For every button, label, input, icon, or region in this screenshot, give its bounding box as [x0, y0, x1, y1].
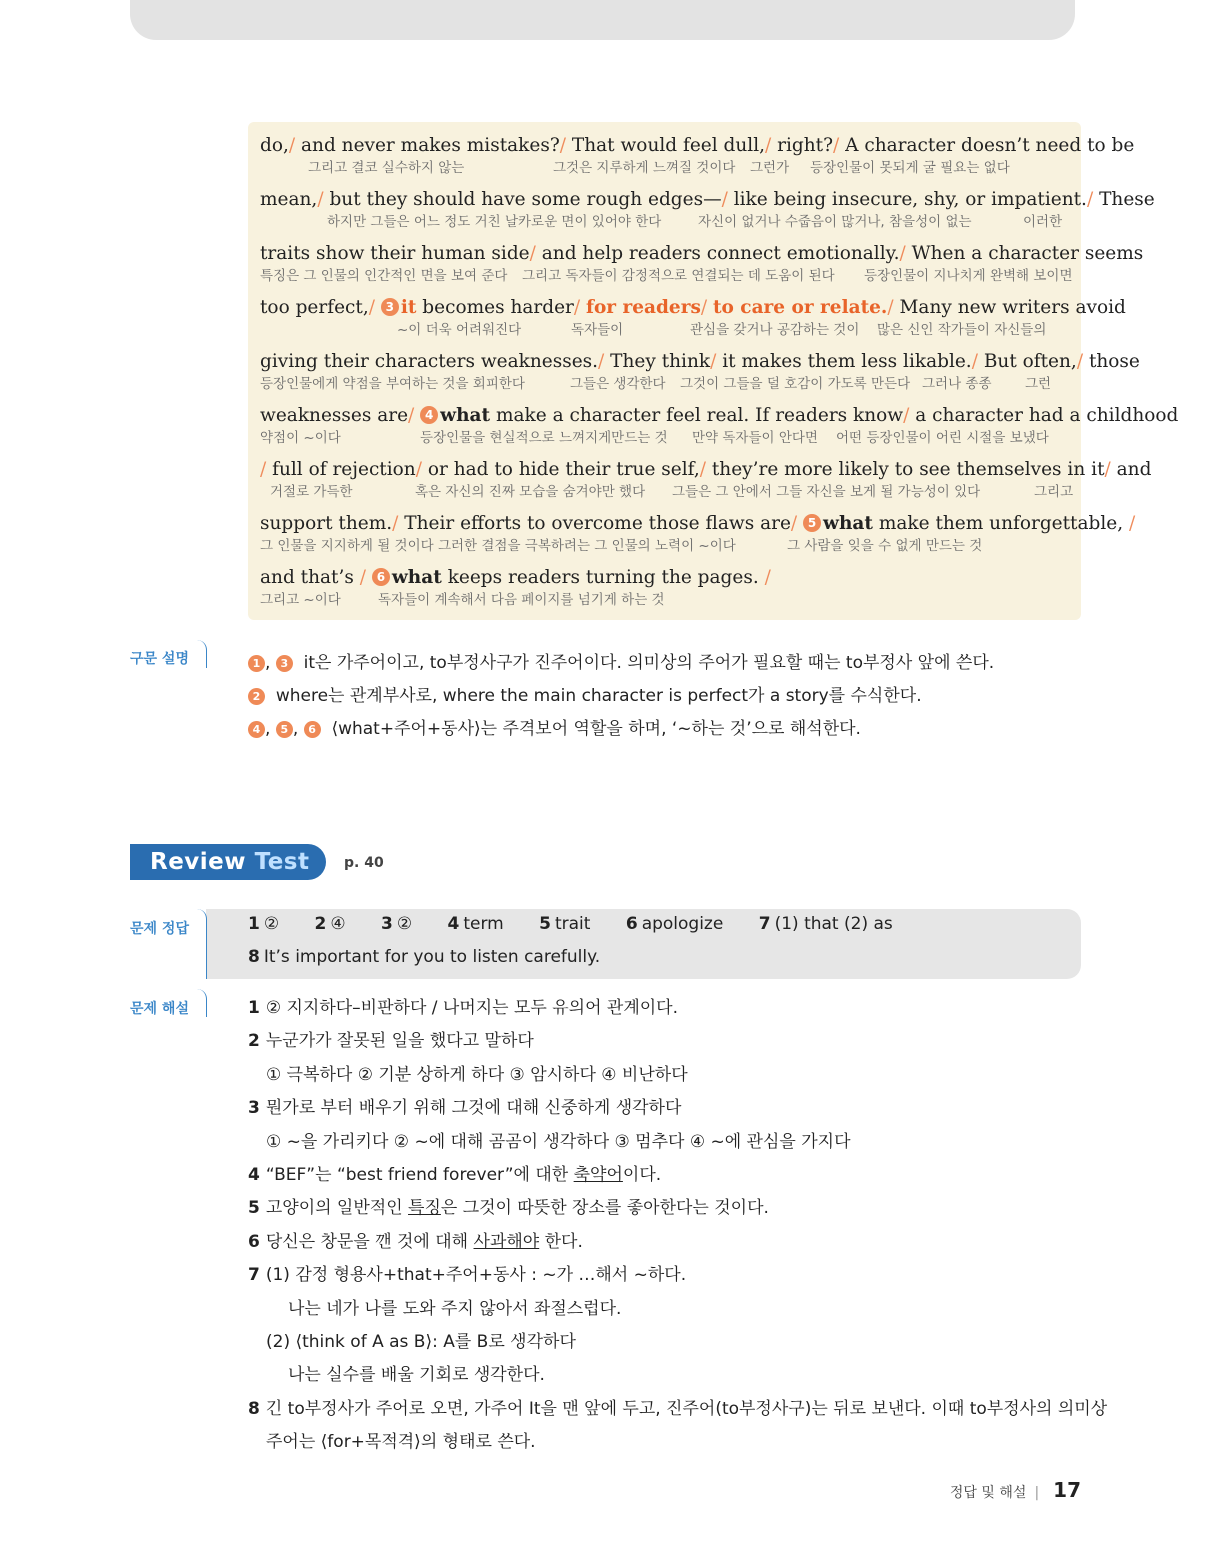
en-chunk: those [1088, 351, 1140, 372]
en-chunk: becomes harder [422, 297, 574, 318]
marker-number: 3 [276, 655, 293, 672]
passage-line: weaknesses are / 4 what make a character feel real. If readers know / a character had a childhood 약점이 ~이다 등장인물을 현실적으로 느껴지게만드는 것 만약 독자들이 안다면 어떤 등장인물이 어린 시절을 보냈다 [260, 402, 1070, 446]
marker-number: 4 [420, 406, 438, 424]
explanation-options: ① ~을 가리키다 ② ~에 대해 곰곰이 생각하다 ③ 멈추다 ④ ~에 관심을 가지다 [266, 1131, 851, 1152]
ko-chunk: 그리고 결코 실수하지 않는 [308, 160, 465, 176]
highlight-phrase: for readers [586, 297, 701, 318]
review-test-heading [130, 844, 326, 880]
en-chunk: right? [777, 135, 834, 156]
ko-chunk: 약점이 ~이다 [260, 430, 341, 446]
answer-item: 1 ② [248, 914, 280, 934]
ko-chunk: 만약 독자들이 안다면 [692, 430, 818, 446]
passage-line: traits show their human side / and help readers connect emotionally. / When a character seems 특징은 그 인물의 인간적인 면을 보여 준다 그리고 독자들이 감정적으로 연결되는 데 도움이 된다 등장인물이 지나치게 완벽해 보이면 [260, 240, 1070, 284]
en-chunk: mean, [260, 189, 318, 210]
ko-chunk: 그것이 그들을 덜 호감이 가도록 만든다 [680, 376, 911, 392]
explanation-row: 3 뭔가로 부터 배우기 위해 그것에 대해 신중하게 생각하다 [248, 1098, 682, 1119]
footer-label: 정답 및 해설 [949, 1485, 1027, 1501]
ko-chunk: 자신이 없거나 수줍음이 많거나, 참을성이 없는 [698, 214, 972, 230]
answer-row [248, 947, 600, 967]
marker-number: 2 [248, 688, 265, 705]
bold-word: what [440, 405, 491, 426]
explanation-sub: (2) ⟨think of A as B⟩: A를 B로 생각하다 [266, 1331, 576, 1352]
en-chunk: support them. [260, 513, 393, 534]
answers-tag: 문제 정답 [130, 921, 189, 937]
explanation-sub: 나는 네가 나를 도와 주지 않아서 좌절스럽다. [288, 1298, 622, 1319]
explanation-row: 2 누군가가 잘못된 일을 했다고 말하다 [248, 1031, 534, 1052]
ko-chunk: 그들은 그 안에서 그들 자신을 보게 될 가능성이 있다 [672, 484, 981, 500]
ko-chunk: 많은 신인 작가들이 자신들의 [877, 322, 1047, 338]
en-chunk: too perfect, [260, 297, 369, 318]
marker-number: 6 [372, 568, 390, 586]
grammar-row: 4 , 5 , 6 ⟨what+주어+동사⟩는 주격보어 역할을 하며, ‘~하는 것’으로 해석한다. [248, 716, 994, 749]
ko-chunk: 하지만 그들은 어느 정도 거친 날카로운 면이 있어야 한다 [327, 214, 662, 230]
answer-item: 5 trait [539, 914, 591, 934]
passage-line: giving their characters weaknesses. / They think / it makes them less likable. / But often, / those 등장인물에게 약점을 부여하는 것을 회피한다 그들은 생각한다 그것이 그들을 덜 호감이 가도록 만든다 그러나 종종 그런 [260, 348, 1070, 392]
en-chunk: but they should have some rough edges— [329, 189, 722, 210]
en-chunk: They think [610, 351, 711, 372]
en-chunk: keeps readers turning the pages. [447, 567, 759, 588]
grammar-text: ⟨what+주어+동사⟩는 주격보어 역할을 하며, ‘~하는 것’으로 해석한다. [331, 719, 861, 739]
ko-chunk: 그런가 [750, 160, 790, 176]
highlight-word: it [400, 297, 417, 318]
ko-chunk: 등장인물이 지나치게 완벽해 보이면 [864, 268, 1073, 284]
explanation-row: 1 ② 지지하다–비판하다 / 나머지는 모두 유의어 관계이다. [248, 998, 678, 1018]
answer-row [248, 914, 923, 934]
answer-item: 4 term [447, 914, 504, 934]
marker-number: 6 [304, 721, 321, 738]
marker-number: 3 [381, 298, 399, 316]
en-chunk: full of rejection [272, 459, 416, 480]
en-chunk: they’re more likely to see themselves in it [711, 459, 1105, 480]
en-chunk: and [1116, 459, 1152, 480]
ko-chunk: 그 사람을 잊을 수 없게 만드는 것 [787, 538, 983, 554]
en-chunk: a character had a childhood [915, 405, 1179, 426]
en-chunk: and that’s [260, 567, 354, 588]
page-reference: p. 40 [344, 855, 384, 871]
reading-passage [248, 122, 1179, 620]
ko-chunk: 그리고 독자들이 감정적으로 연결되는 데 도움이 된다 [522, 268, 835, 284]
ko-chunk: 이러한 [1023, 214, 1063, 230]
marker-number: 5 [276, 721, 293, 738]
top-banner [130, 0, 1075, 40]
en-chunk: giving their characters weaknesses. [260, 351, 599, 372]
en-chunk: These [1099, 189, 1155, 210]
answer-item: 6 apologize [625, 914, 724, 934]
explanation-row: 7 (1) 감정 형용사+that+주어+동사 : ~가 …해서 ~하다. [248, 1265, 687, 1286]
en-chunk: like being insecure, shy, or impatient. [733, 189, 1087, 210]
explanations [248, 995, 1107, 1462]
en-chunk: and never makes mistakes? [301, 135, 560, 156]
ko-chunk: 그리고 [1034, 484, 1074, 500]
ko-chunk: 독자들이 계속해서 다음 페이지를 넘기게 하는 것 [378, 592, 665, 608]
answer-text: It’s important for you to listen carefully. [263, 947, 601, 967]
marker-number: 4 [248, 721, 265, 738]
ko-chunk: 등장인물이 못되게 굴 필요는 없다 [810, 160, 1010, 176]
explanations-tag: 문제 해설 [130, 1001, 189, 1017]
en-chunk: or had to hide their true self, [427, 459, 700, 480]
en-chunk: That would feel dull, [571, 135, 766, 156]
answer-item: 2 ④ [314, 914, 346, 934]
en-chunk: it makes them less likable. [722, 351, 972, 372]
grammar-row [248, 683, 994, 716]
explanation-row: 6 당신은 창문을 깬 것에 대해 사과해야 한다. [248, 1231, 583, 1252]
answer-item: 7 (1) that (2) as [758, 914, 893, 934]
explanation-options: ① 극복하다 ② 기분 상하게 하다 ③ 암시하다 ④ 비난하다 [266, 1064, 688, 1085]
en-chunk: traits show their human side [260, 243, 530, 264]
passage-line: and that’s / 6 what keeps readers turning the pages. / 그리고 ~이다 독자들이 계속해서 다음 페이지를 넘기게 하는 것 [260, 564, 1070, 608]
ko-chunk: ~이 더욱 어려워진다 [397, 322, 522, 338]
bold-word: what [391, 567, 442, 588]
explanation-sub: 주어는 ⟨for+목적격⟩의 형태로 쓴다. [266, 1432, 536, 1453]
ko-chunk: 그들은 생각한다 [570, 376, 666, 392]
en-chunk: Many new writers avoid [899, 297, 1126, 318]
en-chunk: and help readers connect emotionally. [541, 243, 900, 264]
ko-chunk: 어떤 등장인물이 어린 시절을 보냈다 [836, 430, 1049, 446]
grammar-text: it은 가주어이고, to부정사구가 진주어이다. 의미상의 주어가 필요할 때는 to부정사 앞에 쓴다. [303, 653, 995, 673]
passage-line: mean, / but they should have some rough edges— / like being insecure, shy, or impatient. / These 하지만 그들은 어느 정도 거친 날카로운 면이 있어야 한다 자신이 없거나 수줍음이 많거나, 참을성이 없는 이러한 [260, 186, 1070, 230]
ko-chunk: 독자들이 [571, 322, 624, 338]
highlight-phrase: to care or relate. [712, 297, 888, 318]
passage-line: / full of rejection / or had to hide their true self, / they’re more likely to see themselves in it / and 거절로 가득한 혹은 자신의 진짜 모습을 숨겨야만 했다 그들은 그 안에서 그들 자신을 보게 될 가능성이 있다 그리고 [260, 459, 1152, 500]
answer-number: 8 [248, 947, 260, 967]
answer-item: 3 ② [381, 914, 413, 934]
ko-chunk: 그런 [1025, 376, 1052, 392]
ko-chunk: 그러나 종종 [922, 376, 992, 392]
passage-line: support them. / Their efforts to overcome those flaws are / 5 what make them unforgettable, / 그 인물을 지지하게 될 것이다 그러한 결점을 극복하려는 그 인물의 노력이 ~이다 그 사람을 잊을 수 없게 만드는 것 [260, 510, 1070, 554]
en-chunk: make them unforgettable, [878, 513, 1124, 534]
bold-word: what [823, 513, 873, 534]
ko-chunk: 그 인물을 지지하게 될 것이다 그러한 결점을 극복하려는 그 인물의 노력이 ~이다 [260, 538, 736, 554]
grammar-text: where는 관계부사로, where the main character is perfect가 a story를 수식한다. [275, 686, 922, 706]
page-footer: 정답 및 해설 | 17 [949, 1478, 1081, 1502]
en-chunk: A character doesn’t need to be [845, 135, 1135, 156]
passage-line: too perfect, / 3 it becomes harder / for readers / to care or relate. / Many new writers avoid ~이 더욱 어려워진다 독자들이 관심을 갖거나 공감하는 것이 많은 신인 작가들이 자신들의 [260, 294, 1070, 338]
explanation-row: 8 긴 to부정사가 주어로 오면, 가주어 It을 맨 앞에 두고, 진주어(to부정사구)는 뒤로 보낸다. 이때 to부정사의 의미상 [248, 1398, 1108, 1419]
grammar-notes [248, 650, 994, 749]
ko-chunk: 관심을 갖거나 공감하는 것이 [690, 322, 860, 338]
marker-number: 5 [803, 514, 821, 532]
en-chunk: But often, [983, 351, 1077, 372]
ko-chunk: 그리고 ~이다 [260, 592, 341, 608]
en-chunk: When a character seems [911, 243, 1144, 264]
en-chunk: do, [260, 135, 289, 156]
heading-word: Review [150, 849, 247, 875]
ko-chunk: 특징은 그 인물의 인간적인 면을 보여 준다 [260, 268, 508, 284]
ko-chunk: 거절로 가득한 [270, 484, 353, 500]
passage-line: do, / and never makes mistakes? / That would feel dull, / right? / A character doesn’t need to be 그리고 결코 실수하지 않는 그것은 지루하게 느껴질 것이다 그런가 등장인물이 못되게 굴 필요는 없다 [260, 132, 1070, 176]
explanation-row: 4 “BEF”는 “best friend forever”에 대한 축약어이다. [248, 1164, 662, 1185]
grammar-row: 1 , 3 it은 가주어이고, to부정사구가 진주어이다. 의미상의 주어가 필요할 때는 to부정사 앞에 쓴다. [248, 650, 994, 683]
ko-chunk: 혹은 자신의 진짜 모습을 숨겨야만 했다 [415, 484, 646, 500]
ko-chunk: 등장인물에게 약점을 부여하는 것을 회피한다 [260, 376, 525, 392]
en-chunk: make a character feel real. If readers know [495, 405, 904, 426]
explanation-sub: 나는 실수를 배울 기회로 생각한다. [288, 1365, 545, 1386]
en-chunk: Their efforts to overcome those flaws are [404, 513, 791, 534]
page-number: 17 [1053, 1478, 1081, 1502]
explanation-row: 5 고양이의 일반적인 특징은 그것이 따뜻한 장소를 좋아한다는 것이다. [248, 1198, 769, 1219]
ko-chunk: 등장인물을 현실적으로 느껴지게만드는 것 [420, 430, 668, 446]
heading-word: Test [254, 849, 310, 875]
marker-number: 1 [248, 655, 265, 672]
grammar-tag: 구문 설명 [130, 651, 189, 667]
ko-chunk: 그것은 지루하게 느껴질 것이다 [553, 160, 736, 176]
en-chunk: weaknesses are [260, 405, 409, 426]
